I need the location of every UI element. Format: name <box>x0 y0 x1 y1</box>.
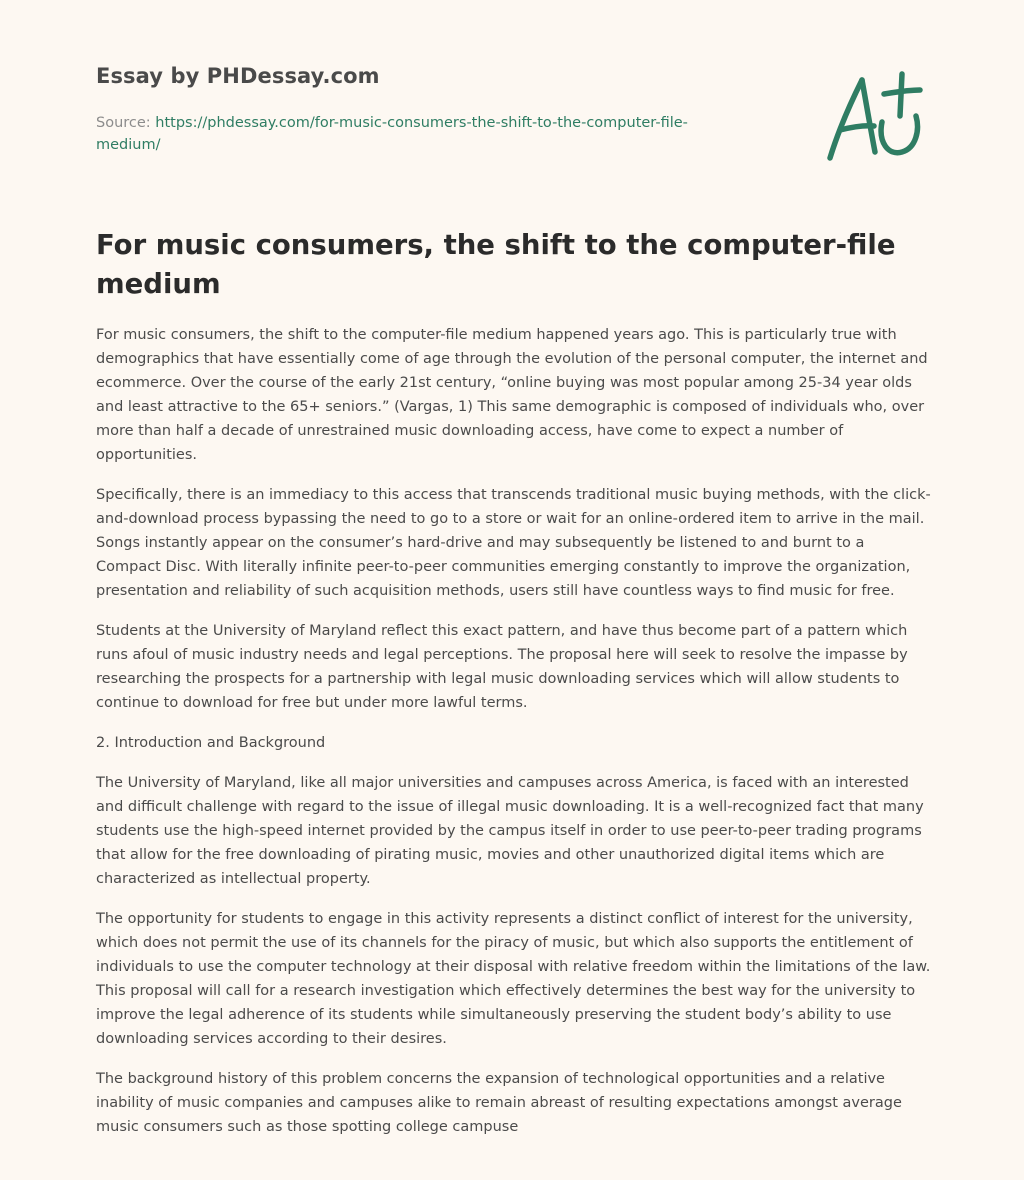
a-plus-grade-icon <box>822 70 926 166</box>
section-heading: 2. Introduction and Background <box>96 735 326 751</box>
source-line <box>96 112 736 156</box>
paragraph: Students at the University of Maryland reflect this exact pattern, and have thus become part of a pattern which runs afoul of music industry needs and legal perceptions. The proposal here will seek to resolve the impasse by researching the prospects for a partnership with legal music downloading services which will allow students to continue to download for free but under more lawful terms. <box>96 623 908 711</box>
paragraph: The University of Maryland, like all major universities and campuses across America, is faced with an interested and difficult challenge with regard to the issue of illegal music downloading. It is a well-recognized fact that many students use the high-speed internet provided by the campus itself in order to use peer-to-peer trading programs that allow for the free downloading of pirating music, movies and other unauthorized digital items which are characterized as intellectual property. <box>96 775 924 887</box>
site-brand: Essay by PHDessay.com <box>96 64 380 88</box>
paragraph: The opportunity for students to engage in this activity represents a distinct conflict of interest for the university, which does not permit the use of its channels for the piracy of music, but which also supports the entitlement of individuals to use the computer technology at their disposal with relative freedom within the limitations of the law. This proposal will call for a research investigation which effectively determines the best way for the university to improve the legal adherence of its students while simultaneously preserving the student body’s ability to use downloading services according to their desires. <box>96 911 931 1047</box>
source-link[interactable]: https://phdessay.com/for-music-consumers-the-shift-to-the-computer-file-medium/ <box>96 115 688 153</box>
paragraph: The background history of this problem concerns the expansion of technological opportunities and a relative inability of music companies and campuses alike to remain abreast of resulting expectations amongst average music consumers such as those spotting college campuse <box>96 1071 902 1135</box>
essay-body <box>96 323 932 1155</box>
paragraph: Specifically, there is an immediacy to this access that transcends traditional music buying methods, with the click-and-download process bypassing the need to go to a store or wait for an online-ordered item to arrive in the mail. Songs instantly appear on the consumer’s hard-drive and may subsequently be listened to and burnt to a Compact Disc. With literally infinite peer-to-peer communities emerging constantly to improve the organization, presentation and reliability of such acquisition methods, users still have countless ways to find music for free. <box>96 487 931 599</box>
source-label: Source: <box>96 115 156 131</box>
paragraph: For music consumers, the shift to the computer-file medium happened years ago. This is particularly true with demographics that have essentially come of age through the evolution of the personal computer, the internet and ecommerce. Over the course of the early 21st century, “online buying was most popular among 25-34 year olds and least attractive to the 65+ seniors.” (Vargas, 1) This same demographic is composed of individuals who, over more than half a decade of unrestrained music downloading access, have come to expect a number of opportunities. <box>96 327 928 463</box>
essay-title: For music consumers, the shift to the computer-file medium <box>96 229 896 300</box>
